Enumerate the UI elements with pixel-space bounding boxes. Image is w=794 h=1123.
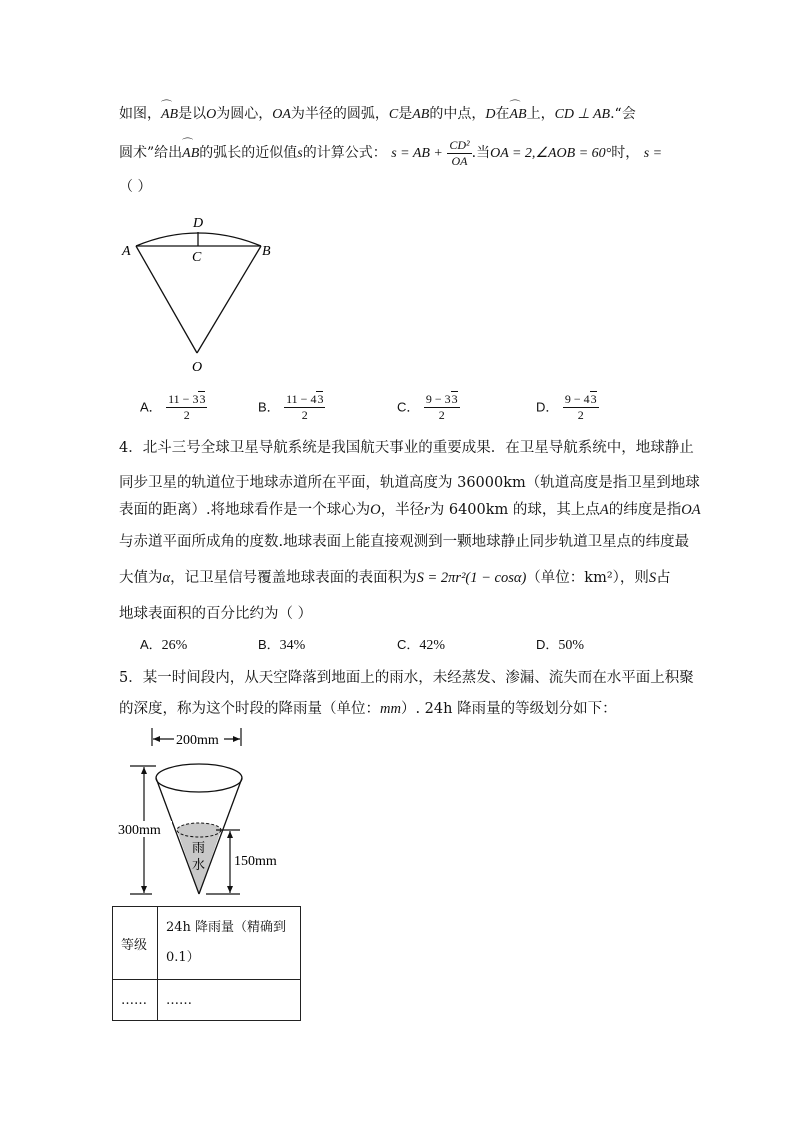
label-b: B	[262, 244, 271, 259]
q3-answer-blank: （ ）	[119, 179, 152, 195]
top-width-label: 200mm	[176, 733, 219, 748]
label-d: D	[193, 216, 204, 231]
water-label-2: 水	[192, 858, 206, 873]
sector-figure	[110, 208, 280, 380]
table-row	[113, 980, 301, 1021]
radius-oa	[136, 246, 197, 353]
q3-option-d[interactable]: D． $\frac{9 - 43}{2}$	[536, 392, 597, 422]
header-rainfall: 24h 降雨量（精确到 0.1）	[158, 907, 301, 980]
q4-option-b[interactable]: B．34%	[258, 637, 306, 653]
q4-line-6: 地球表面积的百分比约为（ ）	[119, 606, 313, 622]
q4-option-d[interactable]: D．50%	[536, 637, 585, 653]
q4-option-a[interactable]: A．26%	[140, 637, 188, 653]
cell-rainfall-ellipsis: ……	[158, 980, 301, 1021]
cell-grade-ellipsis: ……	[113, 980, 158, 1021]
q3-option-a[interactable]: A． $\frac{11 - 33}{2}$	[140, 392, 206, 422]
rain-gauge-figure	[112, 724, 292, 900]
q4-line-2: 同步卫星的轨道位于地球赤道所在平面，轨道高度为 36000km（轨道高度是指卫星到地球	[119, 475, 700, 491]
q4-line-5: 大值为α，记卫星信号覆盖地球表面的表面积为S = 2πr²(1 − cosα)（单位：km²），则S占	[119, 570, 671, 586]
q3-line-2: 圆术”给出⌒ AB的弧长的近似值s的计算公式： s = AB + $\frac{\text{CD²}}{OA}$ .当OA = 2,∠AOB = 60°时， s =	[119, 136, 662, 169]
q3-line-1: 如图，⌒ AB是以O为圆心，OA为半径的圆弧，C是AB的中点，D在⌒ AB上，CD ⊥ AB.“会	[119, 103, 636, 123]
q5-line-2: 的深度，称为这个时段的降雨量（单位：mm）. 24h 降雨量的等级划分如下：	[119, 701, 617, 717]
q4-option-c[interactable]: C．42%	[397, 637, 446, 653]
cone-top-ellipse	[156, 764, 242, 792]
table-row	[113, 907, 301, 980]
q5-line-1: 5．某一时间段内，从天空降落到地面上的雨水，未经蒸发、渗漏、流失而在水平面上积聚	[119, 670, 694, 686]
water-label-1: 雨	[192, 841, 206, 856]
q3-option-b[interactable]: B． $\frac{11 - 43}{2}$	[258, 392, 324, 422]
label-c: C	[192, 250, 202, 265]
q4-line-1: 4．北斗三号全球卫星导航系统是我国航天事业的重要成果．在卫星导航系统中，地球静止	[119, 440, 694, 456]
q4-line-3: 表面的距离）.将地球看作是一个球心为O，半径r为 6400km 的球，其上点A的纬度是指OA	[119, 502, 701, 518]
header-grade: 等级	[113, 907, 158, 980]
label-o: O	[192, 360, 203, 375]
label-a: A	[122, 244, 131, 259]
radius-ob	[197, 246, 261, 353]
q4-line-4: 与赤道平面所成角的度数.地球表面上能直接观测到一颗地球静止同步轨道卫星点的纬度最	[119, 534, 690, 550]
rainfall-grade-table	[112, 906, 301, 1021]
water-surface	[177, 823, 221, 837]
q3-option-c[interactable]: C． $\frac{9 - 33}{2}$	[397, 392, 458, 422]
arc-length-fraction: $\frac{\text{CD²}}{OA}$	[449, 137, 470, 168]
height-label: 300mm	[118, 823, 161, 838]
water-height-label: 150mm	[234, 854, 277, 869]
